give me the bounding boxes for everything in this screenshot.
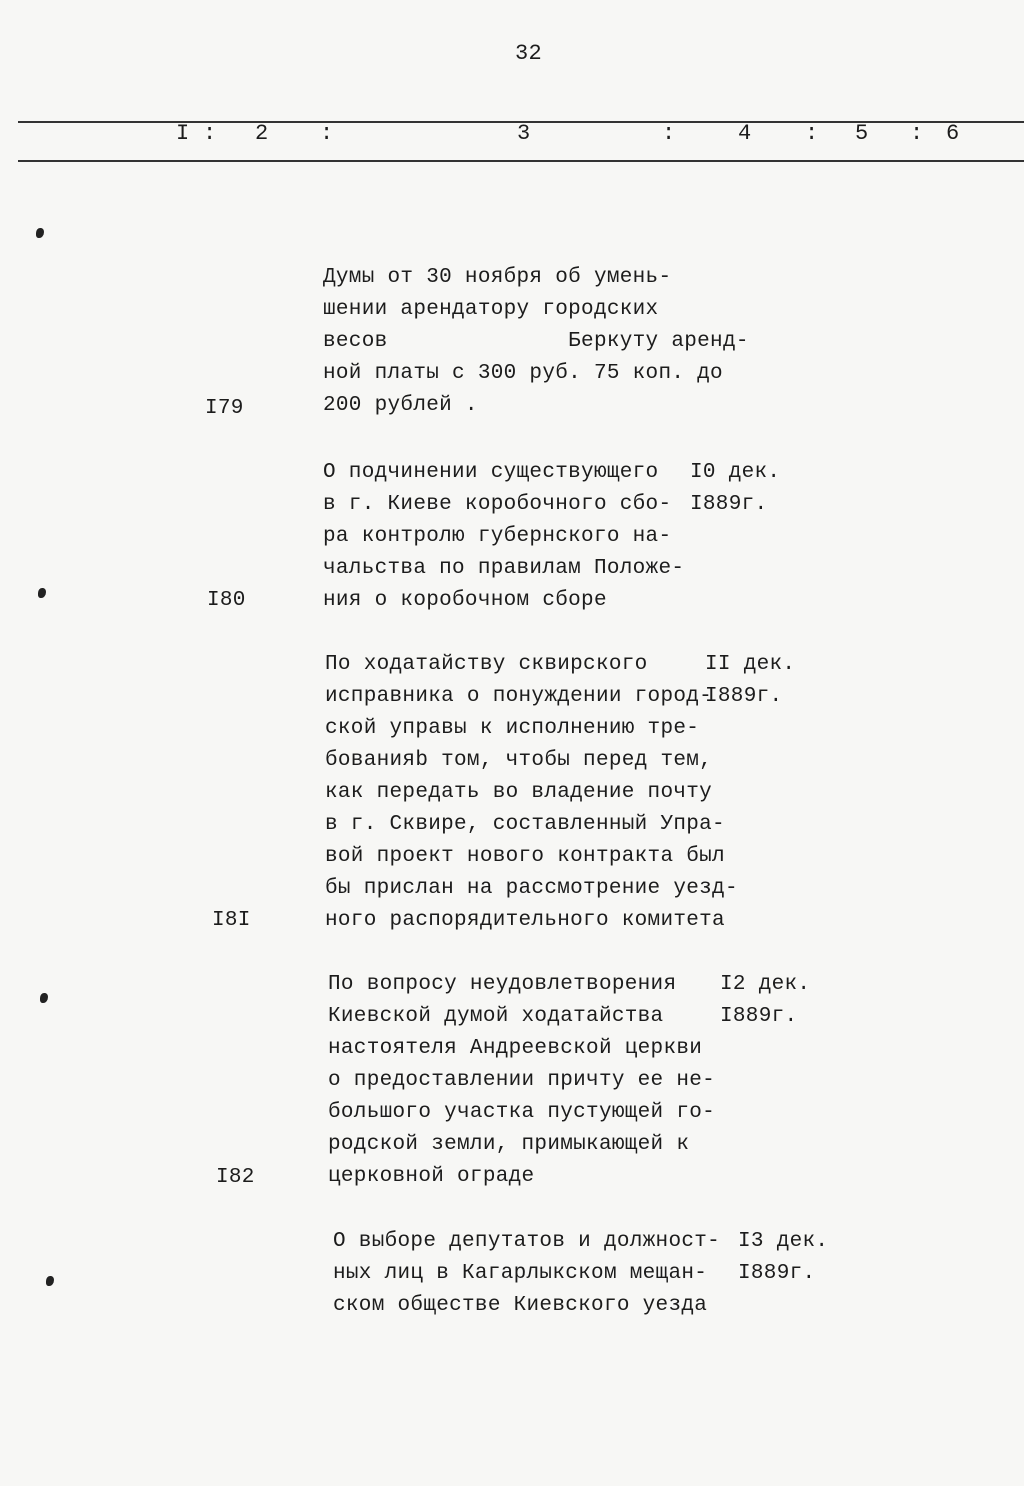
col-sep: : — [320, 121, 334, 146]
col-5: 5 — [855, 121, 869, 146]
entry-text: О выборе депутатов и должност- ных лиц в Кагарлыкском мещан- ском обществе Киевского уезда — [333, 1230, 721, 1317]
col-sep: : — [203, 121, 217, 146]
punch-hole-mark — [38, 588, 46, 598]
continuation-text: Думы от 30 ноября об умень- шении арендатору городских весов Беркуту аренд- ной платы с 300 руб. 75 коп. до 200 рублей . — [323, 266, 749, 417]
col-sep: : — [910, 121, 924, 146]
entry-number: I80 — [207, 589, 246, 612]
col-2: 2 — [255, 121, 269, 146]
col-3: 3 — [517, 121, 531, 146]
entry-date: I3 дек. I889г. — [738, 1230, 829, 1285]
page-number: 32 — [515, 41, 543, 66]
col-1: I — [176, 121, 190, 146]
punch-hole-mark — [36, 228, 44, 238]
entry-text: По вопросу неудовлетворения Киевской думой ходатайства настоятеля Андреевской церкви о предоставлении причту ее не- большого участка пустующей го- родской земли, примыкающей к церковной ограде — [328, 973, 716, 1188]
entry-number: I8I — [212, 909, 251, 932]
punch-hole-mark — [40, 993, 48, 1003]
entry-number: I82 — [216, 1166, 255, 1189]
header-bottom-rule — [18, 160, 1024, 162]
col-6: 6 — [946, 121, 960, 146]
col-4: 4 — [738, 121, 752, 146]
entry-date: II дек. I889г. — [705, 653, 796, 708]
col-sep: : — [662, 121, 676, 146]
punch-hole-mark — [46, 1276, 54, 1286]
entry-date: I0 дек. I889г. — [690, 461, 781, 516]
entry-number: I79 — [205, 397, 244, 420]
entry-date: I2 дек. I889г. — [720, 973, 811, 1028]
col-sep: : — [805, 121, 819, 146]
entry-text: По ходатайству сквирского исправника о понуждении город- ской управы к исполнению тре- бованияb том, чтобы перед тем, как передать во владение почту в г. Сквире, составленный Упра- вой проект нового контракта был бы прислан на рассмотрение уезд- ного распорядительного комитета — [325, 653, 738, 932]
entry-text: О подчинении существующего в г. Киеве коробочного сбо- ра контролю губернского на- чальства по правилам Положе- ния о коробочном сборе — [323, 461, 685, 612]
